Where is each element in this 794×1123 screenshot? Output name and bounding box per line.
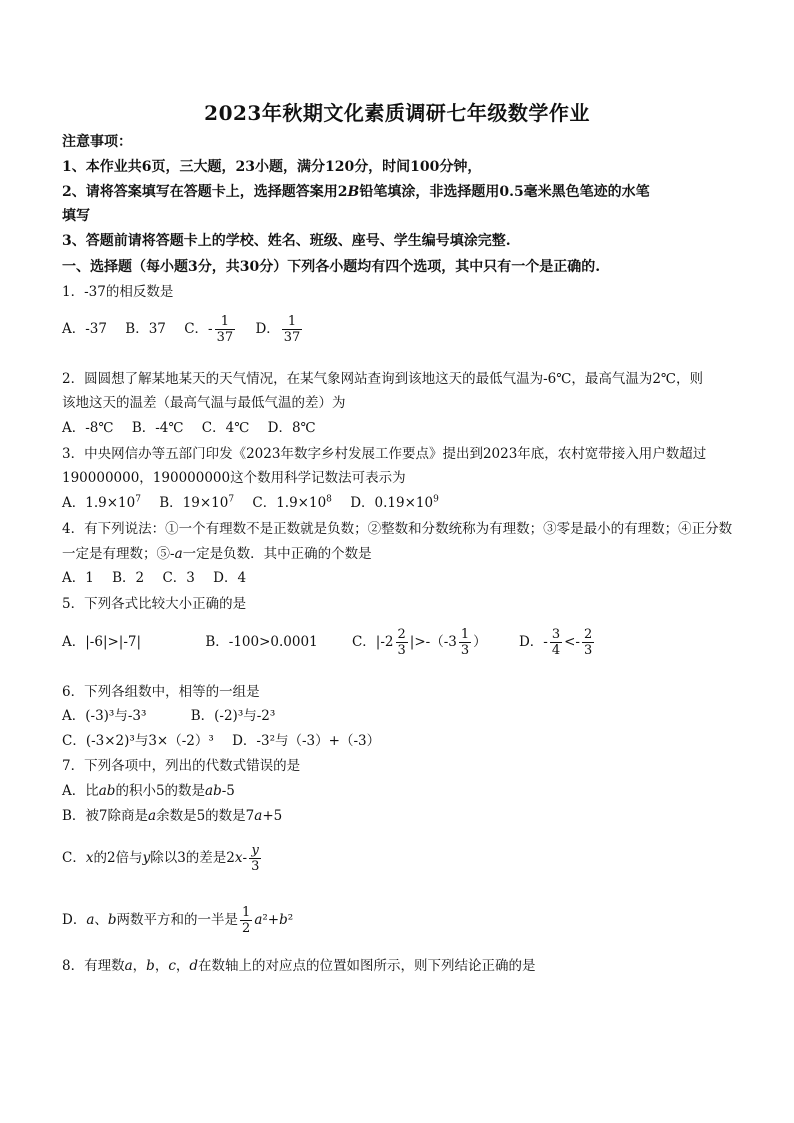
note-3: 3、答题前请将答题卡上的学校、姓名、班级、座号、学生编号填涂完整. xyxy=(62,233,511,249)
question-4-options xyxy=(62,569,260,587)
question-7-option-b: B．被7除商是a余数是5的数是7a+5 xyxy=(62,808,283,824)
question-6-stem: 6．下列各组数中，相等的一组是 xyxy=(62,684,260,700)
option-c: C．|-2 $\frac{2}{3}$ |>-（-3 $\frac{1}{3}$ ） xyxy=(351,627,487,658)
question-4-stem-cont: 一定是有理数；⑤-a一定是负数．其中正确的个数是 xyxy=(62,546,372,562)
note-2: 2、请将答案填写在答题卡上，选择题答案用2B铅笔填涂，非选择题用0.5毫米黑色笔迹的水笔 xyxy=(62,184,650,200)
question-3-stem: 3．中央网信办等五部门印发《2023年数字乡村发展工作要点》提出到2023年底，农村宽带接入用户数超过 xyxy=(62,446,707,462)
option-c: C．3 xyxy=(162,570,195,586)
option-b: B．37 xyxy=(125,321,166,337)
question-2-stem: 2．圆圆想了解某地某天的天气情况，在某气象网站查询到该地这天的最低气温为-6℃，最高气温为2℃，则 xyxy=(62,371,704,387)
question-2-options xyxy=(62,419,330,437)
question-4-stem: 4．有下列说法：①一个有理数不是正数就是负数；②整数和分数统称为有理数；③零是最小的有理数；④正分数 xyxy=(62,521,733,537)
option-c: C．4℃ xyxy=(201,420,250,436)
page-title: 2023年秋期文化素质调研七年级数学作业 xyxy=(204,101,590,125)
option-b: B．(-2)³与-2³ xyxy=(190,708,276,724)
option-a: A．-37 xyxy=(62,321,107,337)
question-1-stem: 1．-37的相反数是 xyxy=(62,284,174,300)
option-d: D．- $\frac{3}{4}$ <- $\frac{2}{3}$ xyxy=(518,627,593,658)
option-b: B．-100>0.0001 xyxy=(205,634,318,650)
note-1: 1、本作业共6页，三大题，23小题，满分120分，时间100分钟， xyxy=(62,159,482,175)
question-3-options xyxy=(62,494,453,512)
option-c: C．$1.9\times 10^8$ xyxy=(252,494,332,511)
option-d: D．-3²与（-3）+（-3） xyxy=(232,733,381,749)
option-b: B．2 xyxy=(112,570,145,586)
note-2-cont: 填写 xyxy=(62,208,90,224)
option-a: A．(-3)³与-3³ xyxy=(62,708,147,724)
option-a: A．1 xyxy=(62,570,94,586)
option-c: C．- $\frac{1}{37}$ xyxy=(184,314,234,345)
option-c: C．(-3×2)³与3×（-2）³ xyxy=(62,733,214,749)
question-7-option-d: D．a、b两数平方和的一半是 $\frac{1}{2}$ a²+b² xyxy=(62,905,294,936)
question-2-stem-cont: 该地这天的温差（最高气温与最低气温的差）为 xyxy=(62,395,346,411)
question-1-options xyxy=(62,314,318,345)
question-7-option-a: A．比ab的积小5的数是ab-5 xyxy=(62,783,235,799)
question-7-option-c: C．x的2倍与y除以3的差是2x- $\frac{y}{3}$ xyxy=(62,843,260,874)
option-d: D．4 xyxy=(213,570,247,586)
option-a: A．|-6|>|-7| xyxy=(62,634,142,650)
question-8-stem: 8．有理数a，b，c，d在数轴上的对应点的位置如图所示，则下列结论正确的是 xyxy=(62,958,536,974)
section-1-heading: 一、选择题（每小题3分，共30分）下列各小题均有四个选项，其中只有一个是正确的. xyxy=(62,259,601,275)
question-5-stem: 5．下列各式比较大小正确的是 xyxy=(62,596,247,612)
question-6-options-cd xyxy=(62,732,394,750)
question-6-options-ab xyxy=(62,707,289,725)
question-7-stem: 7．下列各项中，列出的代数式错误的是 xyxy=(62,758,301,774)
option-b: B．-4℃ xyxy=(131,420,184,436)
option-a: A．$1.9\times 10^7$ xyxy=(62,494,141,511)
option-a: A．-8℃ xyxy=(62,420,114,436)
option-d: D．$0.19\times 10^9$ xyxy=(350,494,439,511)
question-3-stem-cont: 190000000，190000000这个数用科学记数法可表示为 xyxy=(62,470,406,486)
option-d: D．8℃ xyxy=(267,420,316,436)
notes-heading: 注意事项： xyxy=(62,134,132,150)
option-b: B．$19\times 10^7$ xyxy=(159,494,235,511)
question-5-options xyxy=(62,627,610,658)
option-d: D． $\frac{1}{37}$ xyxy=(255,314,301,345)
